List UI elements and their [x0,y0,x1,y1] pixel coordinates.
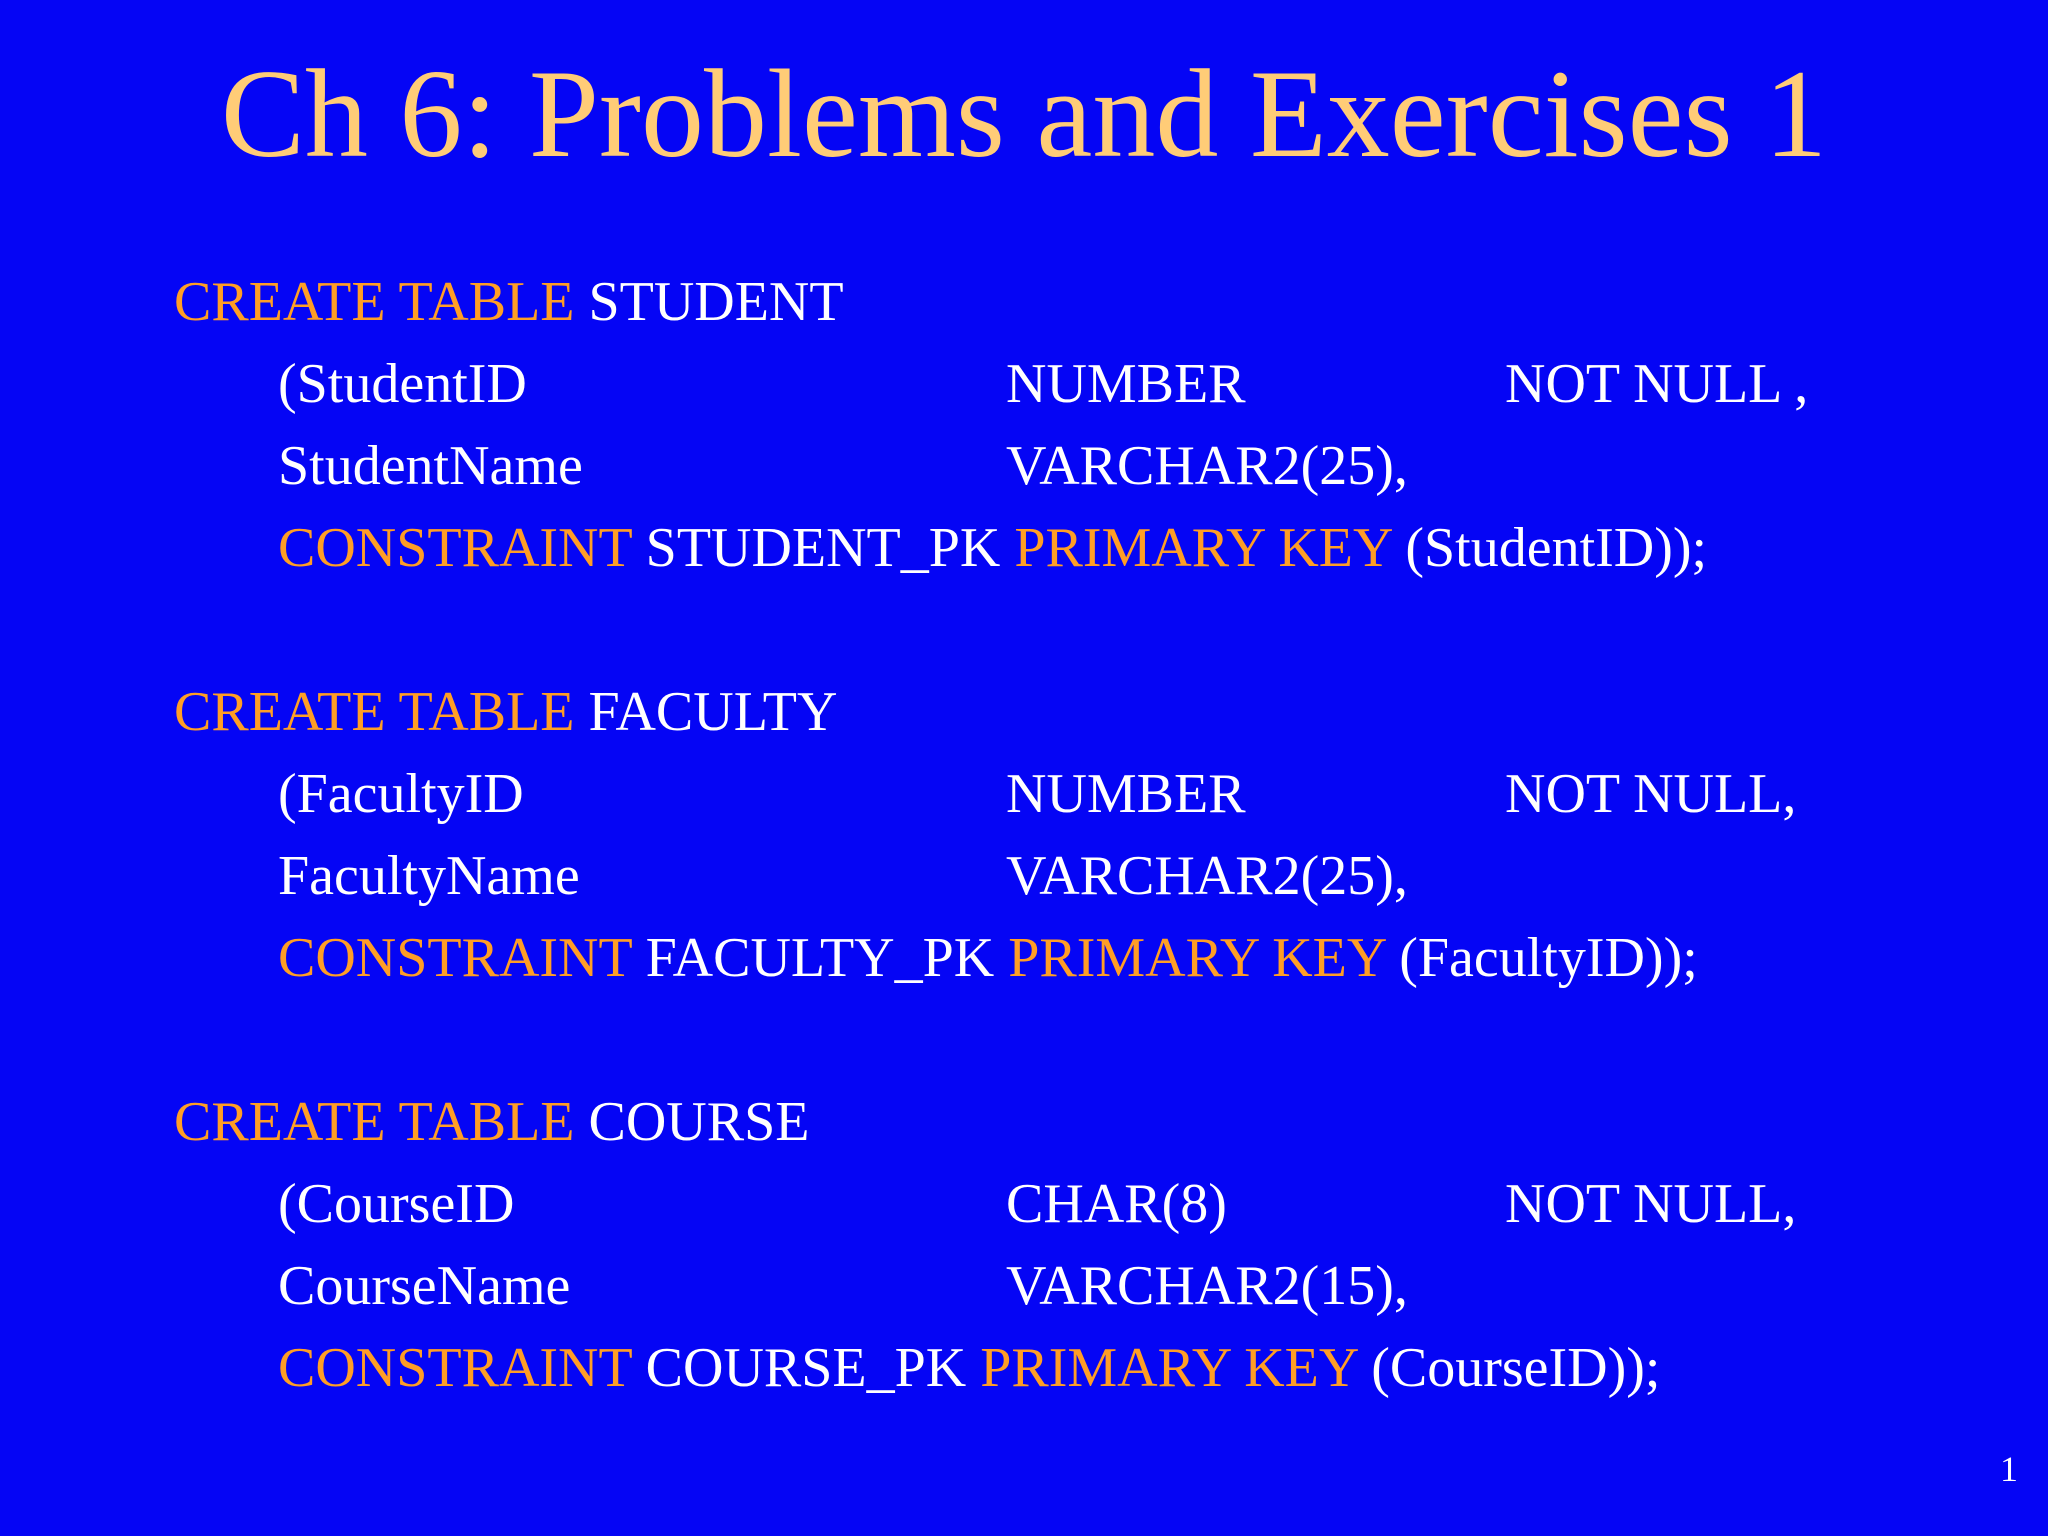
column-name: StudentName [278,435,583,497]
primary-key-keyword: PRIMARY KEY [980,1337,1358,1399]
primary-key-keyword: PRIMARY KEY [1014,517,1392,579]
constraint-name: COURSE_PK [645,1337,967,1399]
create-table-line [174,1090,809,1154]
column-null: NOT NULL, [1505,763,1797,825]
column-null: NOT NULL, [1505,1173,1797,1235]
table-name: COURSE [588,1091,810,1153]
column-name: (FacultyID [278,763,524,825]
create-table-line [174,270,844,334]
column-name: FacultyName [278,845,580,907]
column-null: NOT NULL , [1505,353,1809,415]
constraint-keyword: CONSTRAINT [278,1337,632,1399]
constraint-name: FACULTY_PK [645,927,995,989]
constraint-keyword: CONSTRAINT [278,517,632,579]
column-type: VARCHAR2(25), [1006,845,1408,907]
create-table-keyword: CREATE TABLE [174,271,575,333]
column-type: CHAR(8) [1006,1173,1227,1235]
column-name: (StudentID [278,353,527,415]
primary-key-keyword: PRIMARY KEY [1008,927,1386,989]
create-table-keyword: CREATE TABLE [174,1091,575,1153]
column-name: CourseName [278,1255,571,1317]
constraint-line [278,516,1707,580]
primary-key-columns: (CourseID)); [1371,1337,1661,1399]
column-type: NUMBER [1006,763,1246,825]
create-table-keyword: CREATE TABLE [174,681,575,743]
column-type: VARCHAR2(25), [1006,435,1408,497]
page-number: 1 [2000,1449,2018,1489]
column-name: (CourseID [278,1173,515,1235]
constraint-name: STUDENT_PK [645,517,1001,579]
create-table-line [174,680,837,744]
table-name: STUDENT [588,271,844,333]
constraint-line [278,926,1698,990]
constraint-line [278,1336,1660,1400]
column-type: VARCHAR2(15), [1006,1255,1408,1317]
column-type: NUMBER [1006,353,1246,415]
slide-title: Ch 6: Problems and Exercises 1 [220,45,1828,184]
primary-key-columns: (StudentID)); [1405,517,1708,579]
table-name: FACULTY [588,681,838,743]
constraint-keyword: CONSTRAINT [278,927,632,989]
primary-key-columns: (FacultyID)); [1399,927,1698,989]
